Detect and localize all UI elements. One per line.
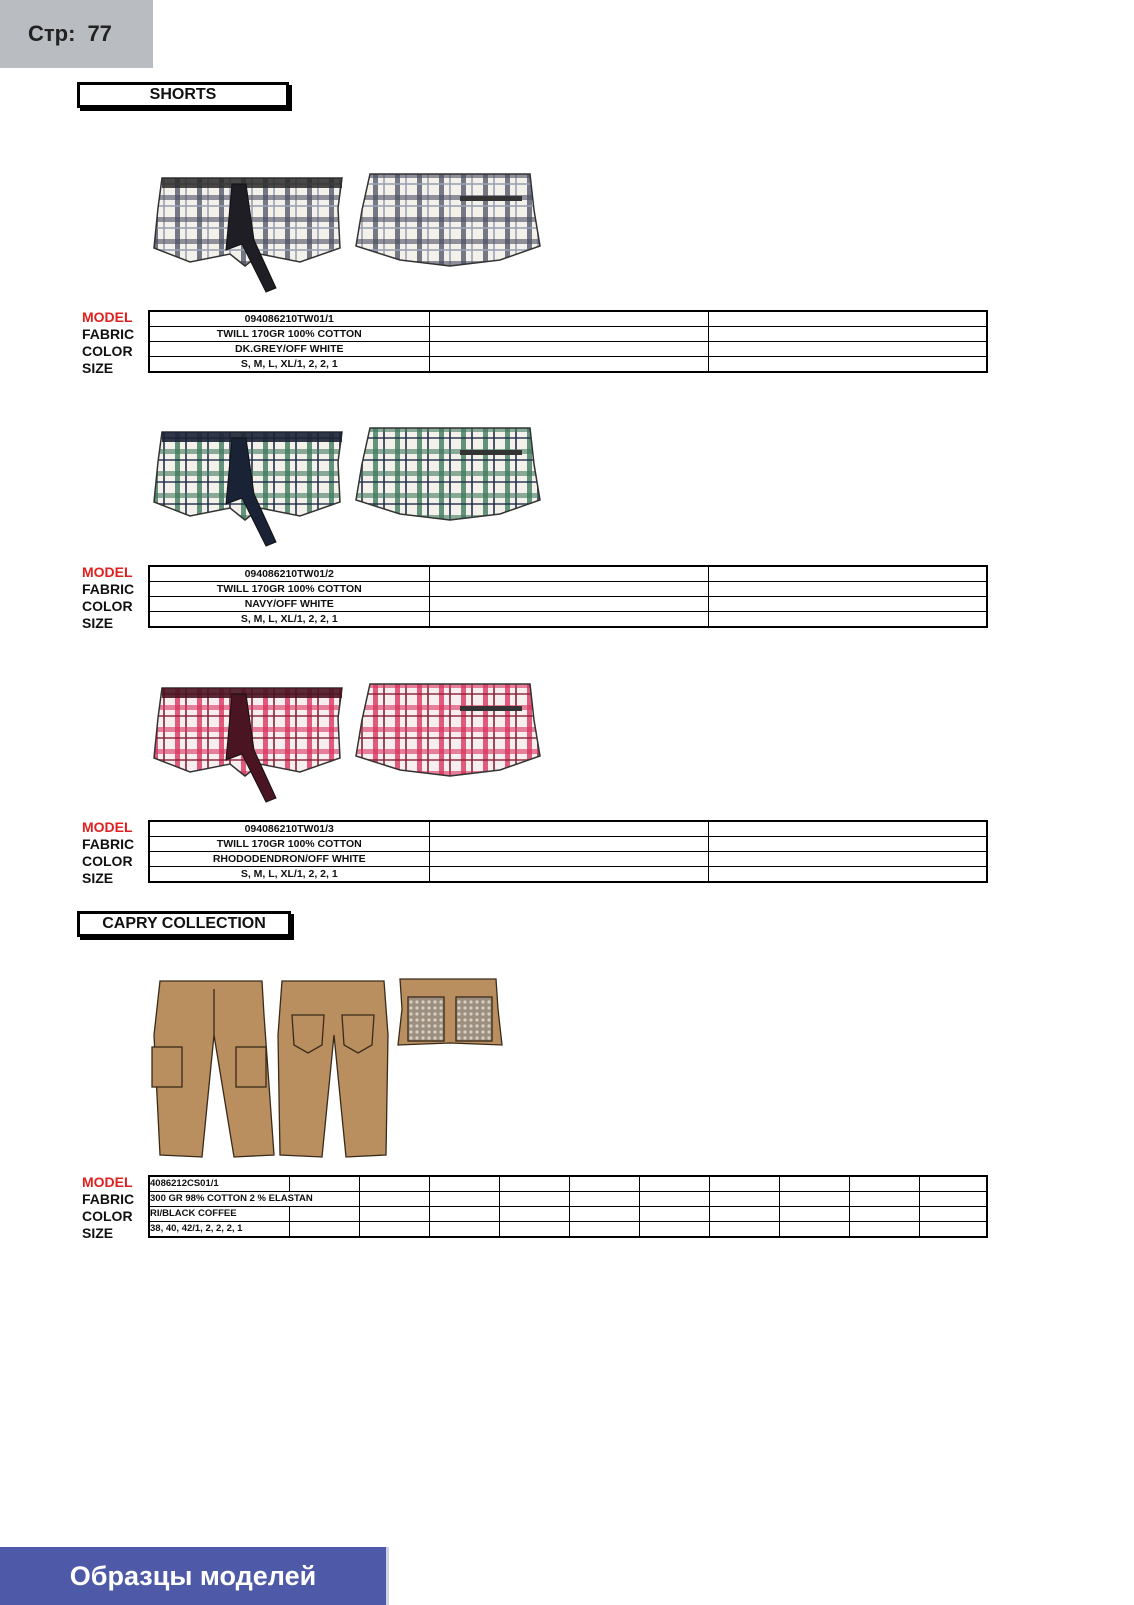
shorts-3-spec-table [148,820,988,883]
table-row [149,852,987,867]
fabric-value: TWILL 170GR 100% COTTON [149,327,429,342]
table-row [149,582,987,597]
shorts-front-sketch [154,432,342,546]
table-row [149,342,987,357]
size-value: S, M, L, XL/1, 2, 2, 1 [149,867,429,883]
shorts-back-sketch [356,428,540,520]
fabric-label: FABRIC [82,581,135,597]
shorts-mesh-pocket-sketch [398,979,502,1045]
shorts-front-sketch [154,178,342,292]
color-value: RHODODENDRON/OFF WHITE [149,852,429,867]
shorts-back-sketch [356,174,540,266]
color-label: COLOR [82,1208,133,1224]
model-label: MODEL [82,1174,133,1190]
model-value: 4086212CS01/1 [149,1176,289,1192]
shorts-1-spec-table [148,310,988,373]
table-row [149,837,987,852]
model-label: MODEL [82,309,133,325]
shorts-front-sketch [154,688,342,802]
size-value: S, M, L, XL/1, 2, 2, 1 [149,357,429,373]
table-row [149,821,987,837]
size-label: SIZE [82,360,114,376]
size-value: S, M, L, XL/1, 2, 2, 1 [149,612,429,628]
color-label: COLOR [82,343,133,359]
model-value: 094086210TW01/1 [149,311,429,327]
model-value: 094086210TW01/3 [149,821,429,837]
table-row [149,1222,987,1238]
capry-labels [82,1174,134,1242]
color-value: RI/BLACK COFFEE [149,1207,289,1222]
table-row [149,1207,987,1222]
capri-front-sketch [152,981,274,1157]
color-label: COLOR [82,598,133,614]
fabric-value: TWILL 170GR 100% COTTON [149,582,429,597]
fabric-label: FABRIC [82,836,135,852]
shorts-2-labels [82,564,134,632]
table-row [149,357,987,373]
shorts-3-labels [82,819,134,887]
table-row [149,867,987,883]
table-row [149,311,987,327]
capry-section-title: CAPRY COLLECTION [77,911,291,937]
footer-banner: Образцы моделей [0,1547,386,1605]
color-value: DK.GREY/OFF WHITE [149,342,429,357]
page-number-tab [0,0,153,68]
model-label: MODEL [82,564,133,580]
table-row [149,566,987,582]
fabric-label: FABRIC [82,1191,135,1207]
fabric-label: FABRIC [82,326,135,342]
table-row [149,327,987,342]
page-number: 77 [87,21,112,46]
shorts-3-illustration [150,680,550,808]
capri-back-sketch [278,981,388,1157]
table-row [149,1176,987,1192]
fabric-value: TWILL 170GR 100% COTTON [149,837,429,852]
shorts-1-illustration [150,170,550,298]
model-label: MODEL [82,819,133,835]
shorts-back-sketch [356,684,540,776]
model-value: 094086210TW01/2 [149,566,429,582]
table-row [149,1192,987,1207]
size-label: SIZE [82,615,114,631]
capry-illustration [150,975,520,1161]
table-row [149,597,987,612]
color-value: NAVY/OFF WHITE [149,597,429,612]
page-label: Стр: [28,21,76,46]
color-label: COLOR [82,853,133,869]
fabric-value: 300 GR 98% COTTON 2 % ELASTAN [149,1192,359,1207]
size-label: SIZE [82,870,114,886]
shorts-1-labels [82,309,134,377]
capry-spec-table [148,1175,988,1238]
shorts-2-illustration [150,424,550,552]
shorts-2-spec-table [148,565,988,628]
table-row [149,612,987,628]
size-label: SIZE [82,1225,114,1241]
size-value: 38, 40, 42/1, 2, 2, 2, 1 [149,1222,289,1238]
shorts-section-title: SHORTS [77,82,289,108]
